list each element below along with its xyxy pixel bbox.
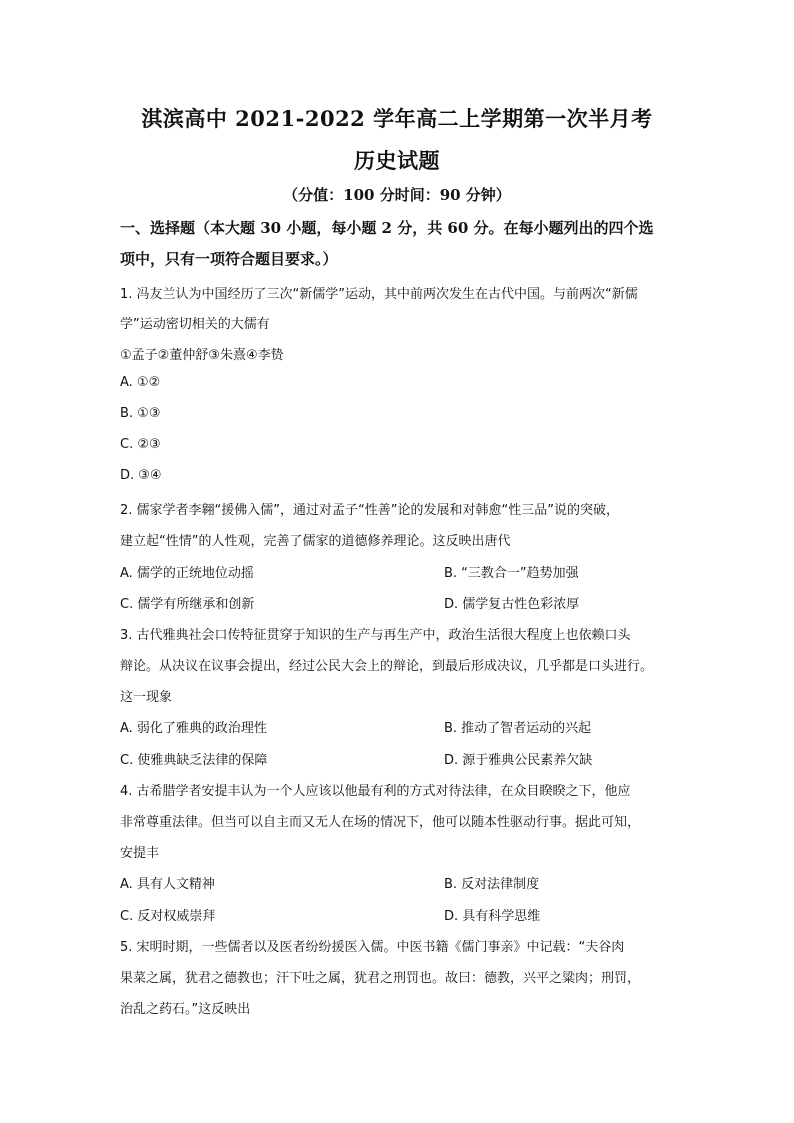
q1-stem-line1: 1. 冯友兰认为中国经历了三次“新儒学”运动，其中前两次发生在古代中国。与前两次“新儒 — [120, 287, 638, 302]
section-heading-line1: 一、选择题（本大题 30 小题，每小题 2 分，共 60 分。在每小题列出的四个选 — [120, 219, 654, 237]
q1-option-c: C. ②③ — [120, 437, 161, 452]
q4-stem-line1: 4. 古希腊学者安提丰认为一个人应该以他最有利的方式对待法律，在众目睽睽之下，他应 — [120, 784, 631, 799]
exam-title: 淇滨高中 2021-2022 学年高二上学期第一次半月考 — [141, 106, 653, 131]
q2-option-c: C. 儒学有所继承和创新 — [120, 597, 255, 612]
q4-stem-line3: 安提丰 — [120, 846, 160, 861]
q3-option-d: D. 源于雅典公民素养欠缺 — [444, 753, 593, 768]
q3-stem-line1: 3. 古代雅典社会口传特征贯穿于知识的生产与再生产中，政治生活很大程度上也依赖口头 — [120, 628, 631, 643]
q1-option-a: A. ①② — [120, 375, 161, 390]
q3-option-b: B. 推动了智者运动的兴起 — [444, 721, 592, 736]
q5-stem-line1: 5. 宋明时期，一些儒者以及医者纷纷援医入儒。中医书籍《儒门事亲》中记载：“夫谷肉 — [120, 940, 625, 955]
q3-stem-line3: 这一现象 — [120, 690, 173, 705]
q5-stem-line2: 果菜之属，犹君之德教也；汗下吐之属，犹君之刑罚也。故曰：德教，兴平之粱肉；刑罚， — [120, 971, 641, 986]
q2-option-d: D. 儒学复古性色彩浓厚 — [444, 597, 580, 612]
exam-subject: 历史试题 — [354, 148, 440, 173]
q2-stem-line2: 建立起“性情”的人性观，完善了儒家的道德修养理论。这反映出唐代 — [120, 534, 511, 549]
q3-option-c: C. 使雅典缺乏法律的保障 — [120, 753, 268, 768]
q4-stem-line2: 非常尊重法律。但当可以自主而又无人在场的情况下，他可以随本性驱动行事。据此可知， — [120, 815, 641, 830]
q4-option-b: B. 反对法律制度 — [444, 877, 540, 892]
q4-option-a: A. 具有人文精神 — [120, 877, 215, 892]
q2-stem-line1: 2. 儒家学者李翱“援佛入儒”，通过对孟子“性善”论的发展和对韩愈“性三品”说的突破， — [120, 503, 619, 518]
q5-stem-line3: 治乱之药石。”这反映出 — [120, 1002, 251, 1017]
q1-stem-line2: 学”运动密切相关的大儒有 — [120, 317, 270, 332]
section-heading-line2: 项中，只有一项符合题目要求。） — [120, 250, 338, 268]
q2-option-b: B. “三教合一”趋势加强 — [444, 566, 579, 581]
q1-items: ①孟子②董仲舒③朱熹④李贽 — [120, 348, 284, 363]
q4-option-c: C. 反对权威崇拜 — [120, 909, 216, 924]
q1-option-b: B. ①③ — [120, 406, 161, 421]
q2-option-a: A. 儒学的正统地位动摇 — [120, 566, 254, 581]
q3-stem-line2: 辩论。从决议在议事会提出，经过公民大会上的辩论，到最后形成决议，几乎都是口头进行。 — [120, 659, 654, 674]
q3-option-a: A. 弱化了雅典的政治理性 — [120, 721, 267, 736]
q1-option-d: D. ③④ — [120, 468, 162, 483]
score-info: （分值：100 分时间：90 分钟） — [283, 186, 511, 204]
q4-option-d: D. 具有科学思维 — [444, 909, 541, 924]
